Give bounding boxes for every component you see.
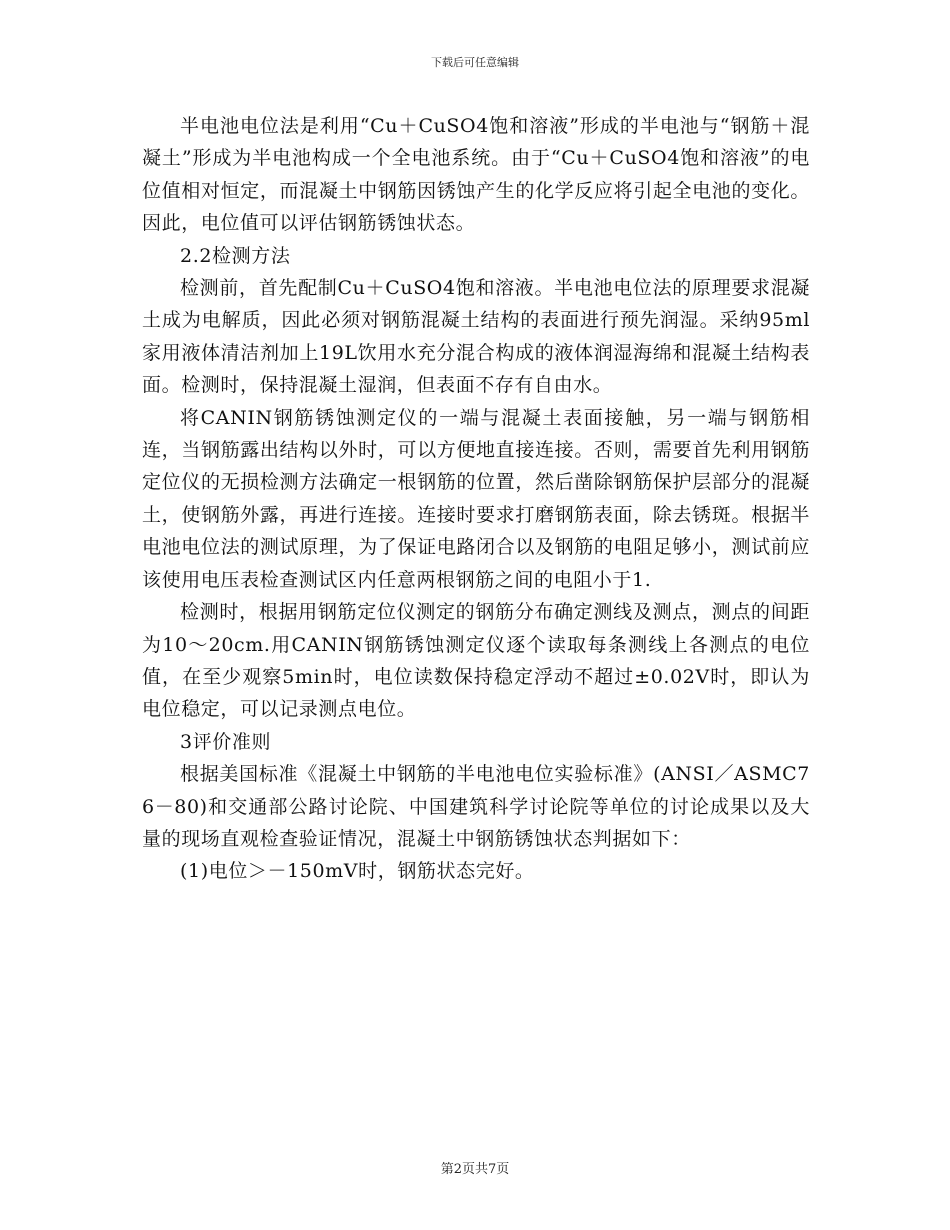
page-header: 下载后可任意编辑 — [431, 56, 519, 69]
section-heading-detection-method: 2.2检测方法 — [180, 244, 291, 267]
paragraph-measurement: 检测时，根据用钢筋定位仪测定的钢筋分布确定测线及测点，测点的间距为10～20cm.用CANIN钢筋锈蚀测定仪逐个读取每条测线上各测点的电位值，在至少观察5min时，电位读数保持稳定浮动不超过±0.02V时，即认为电位稳定，可以记录测点电位。 — [142, 601, 810, 721]
section-heading-evaluation-criteria: 3评价准则 — [180, 730, 272, 753]
page-footer: 第2页共7页 — [440, 1162, 510, 1177]
paragraph-standard-basis: 根据美国标准《混凝土中钢筋的半电池电位实验标准》(ANSI／ASMC76－80)和交通部公路讨论院、中国建筑科学讨论院等单位的讨论成果以及大量的现场直观检查验证情况，混凝土中钢筋锈蚀状态判据如下： — [142, 763, 810, 850]
document-body — [142, 110, 810, 888]
paragraph-preparation: 检测前，首先配制Cu＋CuSO4饱和溶液。半电池电位法的原理要求混凝土成为电解质，因此必须对钢筋混凝土结构的表面进行预先润湿。采纳95ml家用液体清洁剂加上19L饮用水充分混合构成的液体润湿海绵和混凝土结构表面。检测时，保持混凝土湿润，但表面不存有自由水。 — [142, 277, 810, 397]
paragraph-half-cell-principle: 半电池电位法是利用“Cu＋CuSO4饱和溶液”形成的半电池与“钢筋＋混凝土”形成为半电池构成一个全电池系统。由于“Cu＋CuSO4饱和溶液”的电位值相对恒定，而混凝土中钢筋因锈蚀产生的化学反应将引起全电池的变化。因此，电位值可以评估钢筋锈蚀状态。 — [142, 115, 810, 235]
paragraph-connection: 将CANIN钢筋锈蚀测定仪的一端与混凝土表面接触，另一端与钢筋相连，当钢筋露出结构以外时，可以方便地直接连接。否则，需要首先利用钢筋定位仪的无损检测方法确定一根钢筋的位置，然后凿除钢筋保护层部分的混凝土，使钢筋外露，再进行连接。连接时要求打磨钢筋表面，除去锈斑。根据半电池电位法的测试原理，为了保证电路闭合以及钢筋的电阻足够小，测试前应该使用电压表检查测试区内任意两根钢筋之间的电阻小于1. — [142, 406, 810, 591]
criterion-item-1: (1)电位＞－150mV时，钢筋状态完好。 — [180, 860, 535, 883]
